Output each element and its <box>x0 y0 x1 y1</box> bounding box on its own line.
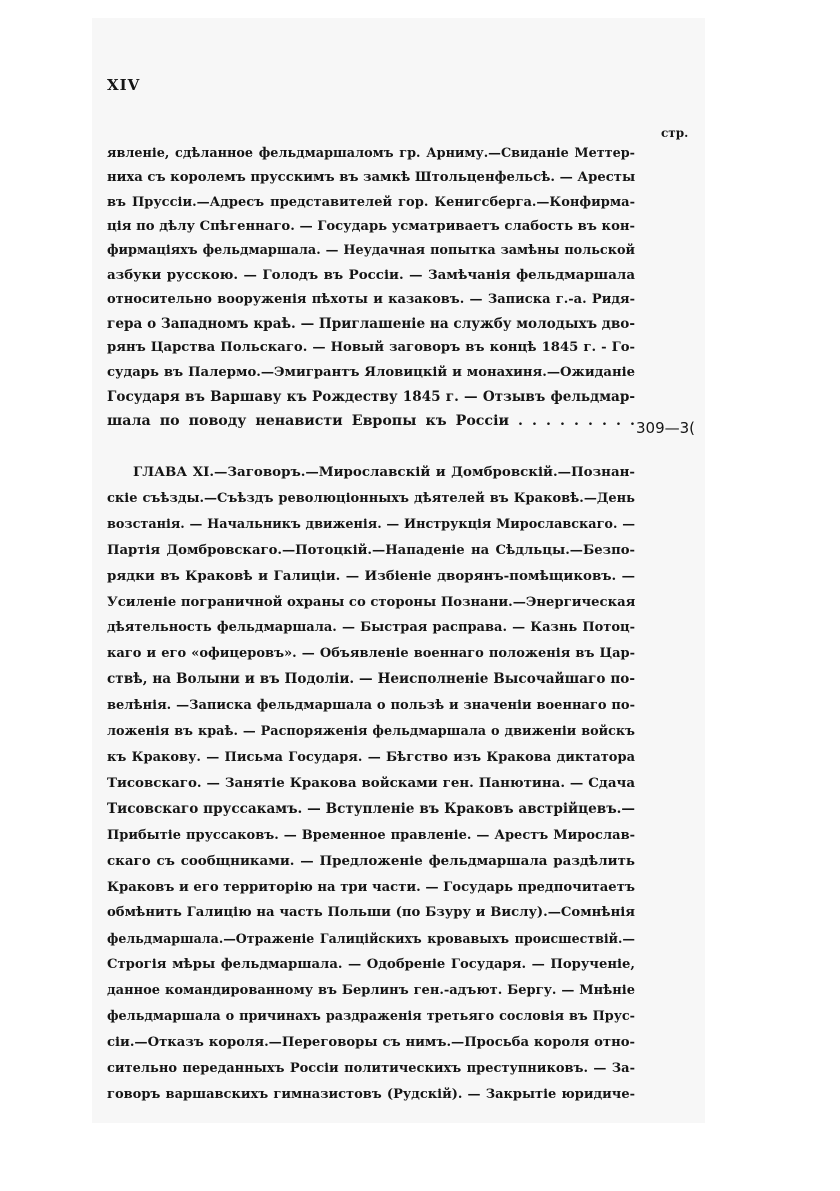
text-line: Партія Домбровскаго.—Потоцкій.—Нападеніе на Сѣдльцы.—Безпо- <box>107 542 635 558</box>
section-2-text <box>107 460 635 1108</box>
text-line: данное командированному въ Берлинъ ген.-адъют. Бергу. — Мнѣніе <box>107 983 635 999</box>
text-line: сударь въ Палермо.—Эмигрантъ Яловицкій и монахиня.—Ожиданіе <box>107 364 635 380</box>
text-line: рядки въ Краковѣ и Галиціи. — Избіеніе дворянъ-помѣщиковъ. — <box>107 567 635 584</box>
text-line: сіи.—Отказъ короля.—Переговоры съ нимъ.—Просьба короля отно- <box>107 1034 635 1050</box>
page-number: XIV <box>107 76 141 94</box>
text-line: къ Кракову. — Письма Государя. — Бѣгство изъ Кракова диктатора <box>107 749 635 765</box>
text-line: каго и его «офицеровъ». — Объявленіе военнаго положенія въ Цар- <box>107 646 635 662</box>
text-line: Тисовскаго пруссакамъ. — Вступленіе въ Краковъ австрійцевъ.— <box>107 800 635 817</box>
text-line: ствѣ, на Волыни и въ Подоліи. — Неисполненіе Высочайшаго по- <box>107 671 635 688</box>
text-line: гера о Западномъ краѣ. — Приглашеніе на службу молодыхъ дво- <box>107 316 635 333</box>
text-line: явленіе, сдѣланное фельдмаршаломъ гр. Арниму.—Свиданіе Меттер- <box>107 146 635 161</box>
text-line: рянъ Царства Польскаго. — Новый заговоръ въ концѣ 1845 г. - Го- <box>107 340 635 356</box>
text-line: сительно переданныхъ Россіи политическихъ преступниковъ. — За- <box>107 1060 635 1076</box>
text-line: возстанія. — Начальникъ движенія. — Инструкція Мирославскаго. — <box>107 516 635 532</box>
text-line: Прибытіе пруссаковъ. — Временное правленіе. — Арестъ Мирослав- <box>107 827 635 843</box>
text-line: говоръ варшавскихъ гимназистовъ (Рудскій). — Закрытіе юридиче- <box>107 1086 635 1102</box>
page-range: 309—3( <box>636 419 696 437</box>
text-line: Краковъ и его территорію на три части. — Государь предпочитаетъ <box>107 879 635 895</box>
text-line: Строгія мѣры фельдмаршала. — Одобреніе Государя. — Порученіе, <box>107 957 635 973</box>
text-line: Усиленіе пограничной охраны со стороны Познани.—Энергическая <box>107 594 636 610</box>
text-line: шала по поводу ненависти Европы къ Россіи . . . . . . . . . <box>107 413 635 430</box>
text-line: ложенія въ краѣ. — Распоряженія фельдмаршала о движеніи войскъ <box>107 724 635 740</box>
text-line: фирмаціяхъ фельдмаршала. — Неудачная попытка замѣны польской <box>107 243 635 259</box>
chapter-heading-line: ГЛАВА XI.—Заговоръ.—Мирославскій и Домбровскій.—Познан- <box>133 464 635 480</box>
section-1-text <box>107 142 635 434</box>
text-line: фельдмаршала.—Отраженіе Галиційскихъ кровавыхъ происшествій.— <box>107 931 635 947</box>
column-label-pages: стр. <box>661 126 689 140</box>
text-line: скіе съѣзды.—Съѣздъ революціонныхъ дѣятелей въ Краковѣ.—День <box>107 490 635 506</box>
text-line: обмѣнить Галицію на часть Польши (по Бзуру и Вислу).—Сомнѣнія <box>107 905 635 921</box>
text-line: ція по дѣлу Спѣгеннаго. — Государь усматриваетъ слабость въ кон- <box>107 218 635 234</box>
text-line: относительно вооруженія пѣхоты и казаковъ. — Записка г.-а. Ридя- <box>107 291 635 307</box>
text-line: Тисовскаго. — Занятіе Кракова войсками ген. Панютина. — Сдача <box>107 774 635 791</box>
text-line: скаго съ сообщниками. — Предложеніе фельдмаршала раздѣлить <box>107 852 635 869</box>
text-line: Государя въ Варшаву къ Рождеству 1845 г. — Отзывъ фельдмар- <box>107 388 635 405</box>
text-line: азбуки русскою. — Голодъ въ Россіи. — Замѣчанія фельдмаршала <box>107 267 635 284</box>
text-line: въ Пруссіи.—Адресъ представителей гор. Кенигсберга.—Конфирма- <box>107 194 635 210</box>
text-line: фельдмаршала о причинахъ раздраженія третьяго сословія въ Прус- <box>107 1009 635 1025</box>
text-line: ниха съ королемъ прусскимъ въ замкѣ Штольценфельсѣ. — Аресты <box>107 170 636 186</box>
text-line: дѣятельность фельдмаршала. — Быстрая расправа. — Казнь Потоц- <box>107 620 635 636</box>
text-line: велѣнія. —Записка фельдмаршала о пользѣ и значеніи военнаго по- <box>107 698 635 714</box>
